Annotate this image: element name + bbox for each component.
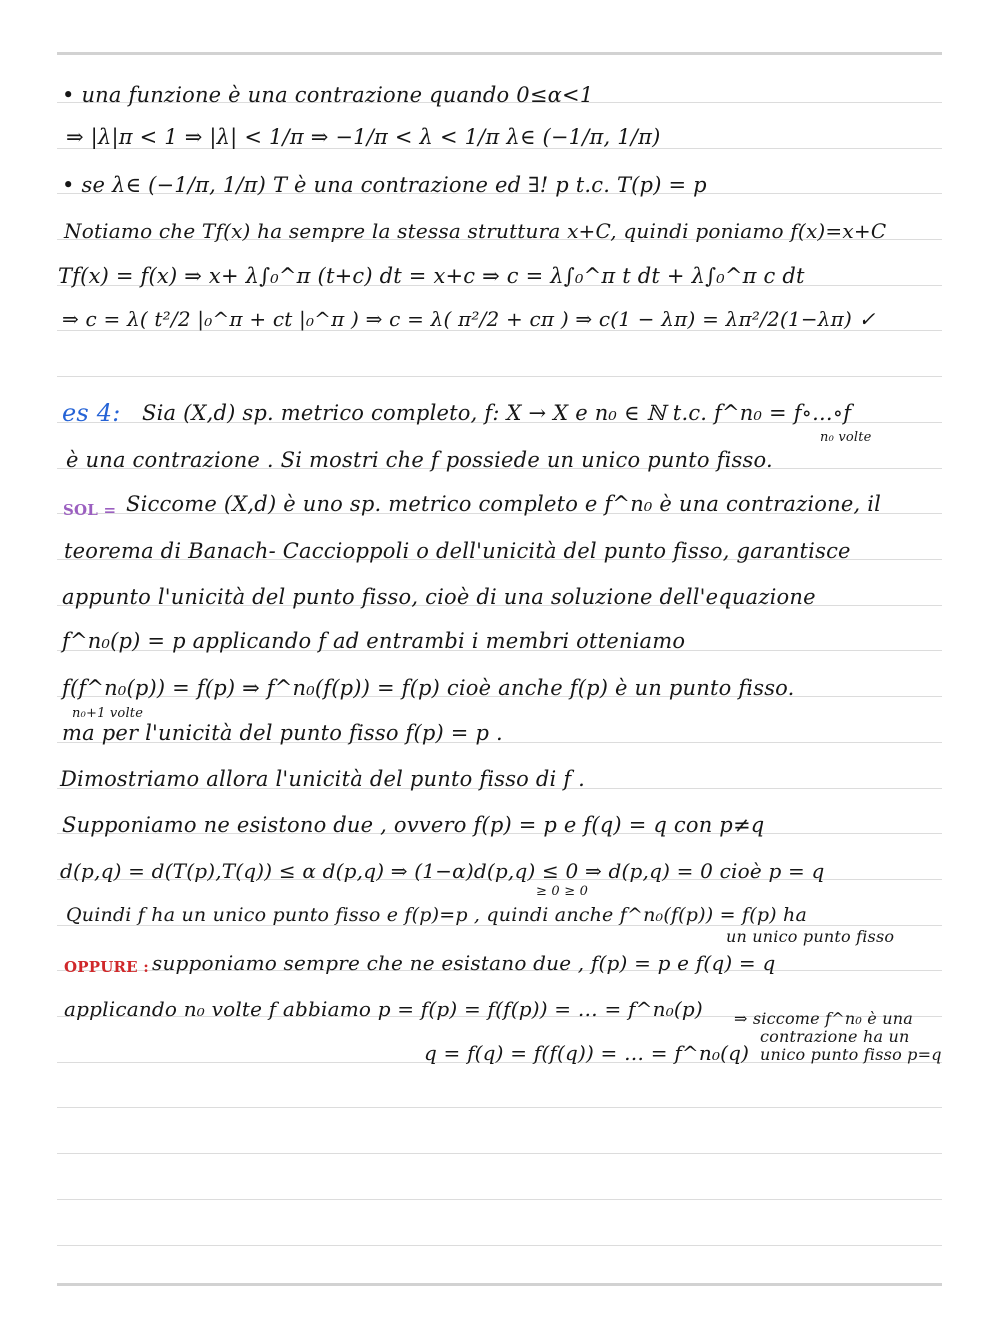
side-note-line-2: contrazione ha un <box>760 1027 910 1046</box>
note-line-solution-c: ⇒ c = λ( t²/2 |₀^π + ct |₀^π ) ⇒ c = λ( π²/2 + cπ ) ⇒ c(1 − λπ) = λπ²/2(1−λπ) ✓ <box>62 307 876 331</box>
solution-line-10: Quindi f ha un unico punto fisso e f(p)=p , quindi anche f^n₀(f(p)) = f(p) ha <box>66 904 807 926</box>
alternative-line-1: supponiamo sempre che ne esistano due , f(p) = p e f(q) = q <box>152 951 776 975</box>
ruled-line <box>57 1199 942 1200</box>
solution-label: SOL = <box>63 501 117 519</box>
solution-line-7: Dimostriamo allora l'unicità del punto fisso di f . <box>60 767 586 791</box>
note-line-lambda-bound: ⇒ |λ|π < 1 ⇒ |λ| < 1/π ⇒ −1/π < λ < 1/π λ∈ (−1/π, 1/π) <box>66 125 661 149</box>
alternative-line-3: q = f(q) = f(f(q)) = … = f^n₀(q) <box>424 1041 750 1065</box>
ruled-line <box>57 1153 942 1154</box>
bottom-border-line <box>57 1283 942 1286</box>
solution-line-3: appunto l'unicità del punto fisso, cioè di una soluzione dell'equazione <box>62 585 816 609</box>
solution-line-1: Siccome (X,d) è uno sp. metrico completo e f^n₀ è una contrazione, il <box>126 492 882 516</box>
note-line-structure: Notiamo che Tf(x) ha sempre la stessa struttura x+C, quindi poniamo f(x)=x+C <box>64 219 887 243</box>
side-note-line-3: unico punto fisso p=q <box>760 1045 942 1064</box>
exercise-4-statement-2: è una contrazione . Si mostri che f possiede un unico punto fisso. <box>66 448 773 472</box>
exercise-4-label: es 4: <box>62 399 121 427</box>
solution-underbrace-label: n₀+1 volte <box>72 706 144 721</box>
solution-nonnegative-marks: ≥ 0 ≥ 0 <box>536 884 589 899</box>
solution-line-10-continued: un unico punto fisso <box>726 927 895 946</box>
ruled-line <box>57 1107 942 1108</box>
note-line-contraction-condition: • una funzione è una contrazione quando 0≤α<1 <box>62 83 594 107</box>
alternative-label: OPPURE : <box>64 958 149 976</box>
exercise-4-underbrace-label: n₀ volte <box>820 430 872 445</box>
note-line-integral-equation: Tf(x) = f(x) ⇒ x+ λ∫₀^π (t+c) dt = x+c ⇒ c = λ∫₀^π t dt + λ∫₀^π c dt <box>58 264 805 288</box>
note-line-fixed-point-existence: • se λ∈ (−1/π, 1/π) T è una contrazione ed ∃! p t.c. T(p) = p <box>62 173 707 197</box>
exercise-4-statement-1: Sia (X,d) sp. metrico completo, f: X → X e n₀ ∈ ℕ t.c. f^n₀ = f∘...∘f <box>142 401 852 425</box>
side-note-line-1: ⇒ siccome f^n₀ è una <box>734 1009 913 1028</box>
ruled-line <box>57 376 942 377</box>
solution-line-5: f(f^n₀(p)) = f(p) ⇒ f^n₀(f(p)) = f(p) cioè anche f(p) è un punto fisso. <box>62 676 795 700</box>
solution-line-9: d(p,q) = d(T(p),T(q)) ≤ α d(p,q) ⇒ (1−α)d(p,q) ≤ 0 ⇒ d(p,q) = 0 cioè p = q <box>60 859 825 883</box>
ruled-line <box>57 1245 942 1246</box>
top-border-line <box>57 52 942 55</box>
alternative-line-2: applicando n₀ volte f abbiamo p = f(p) = f(f(p)) = … = f^n₀(p) <box>64 997 703 1021</box>
solution-line-2: teorema di Banach- Caccioppoli o dell'unicità del punto fisso, garantisce <box>64 539 851 563</box>
solution-line-6: ma per l'unicità del punto fisso f(p) = p . <box>62 721 503 745</box>
solution-line-4: f^n₀(p) = p applicando f ad entrambi i membri otteniamo <box>62 629 686 653</box>
solution-line-8: Supponiamo ne esistono due , ovvero f(p) = p e f(q) = q con p≠q <box>62 813 765 837</box>
